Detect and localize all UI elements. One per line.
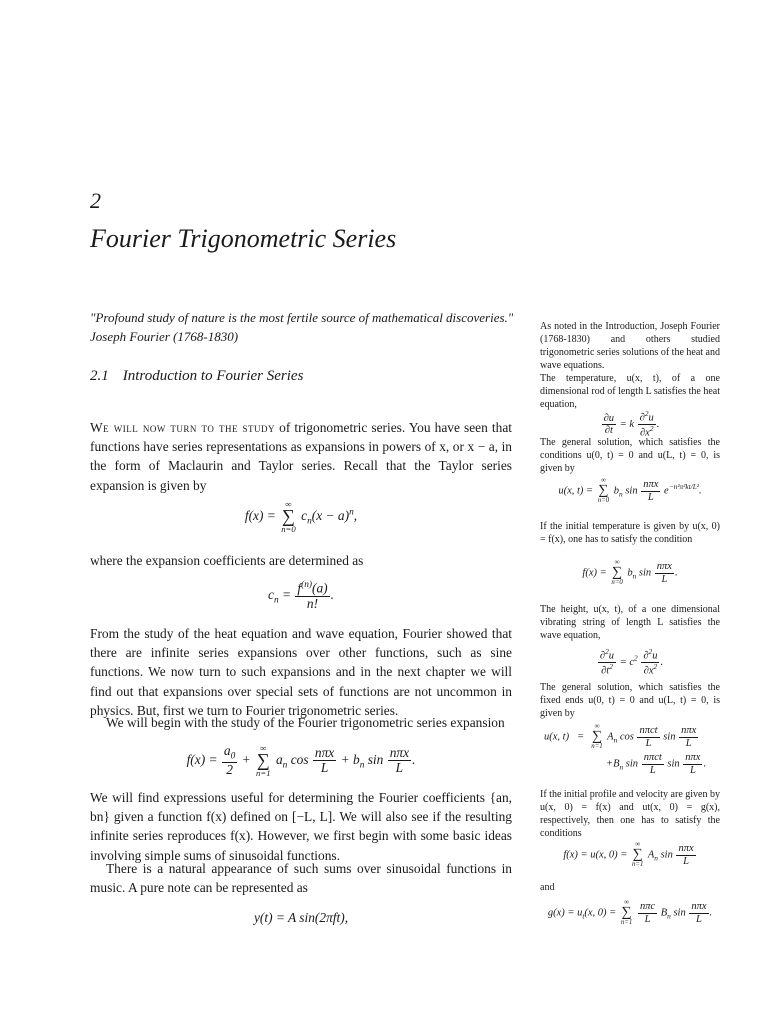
chapter-title: Fourier Trigonometric Series — [90, 224, 397, 253]
equation-wave-solution: u(x, t) = ∞ ∑ n=1 $A_n$ cos $\frac{\text{nπct}}{L}$ sin $\frac{\text{nπx}}{L}$ $+B_n$ sin $\frac{\text{nπct}}{L}$ sin $\frac{\text{nπx}}{L}$ . — [544, 723, 707, 776]
section-title: Introduction to Fourier Series — [122, 368, 304, 384]
sidenote-heat-solution — [540, 436, 720, 475]
sidenote-wave-text: The height, u(x, t), of a one dimensional vibrating string of length L satisfies the wave equation, — [540, 604, 720, 641]
equation-taylor-series: f(x) = ∞ ∑ n=0 $c_n(x - a)^n$, — [244, 499, 358, 535]
sidenote-wave-solution — [540, 681, 720, 720]
sidenote-initial-profile-text: If the initial profile and velocity are given by u(x, 0) = f(x) and ut(x, 0) = g(x), respectively, then one has to satisfy the conditions — [540, 789, 720, 839]
sidenote-intro — [540, 320, 720, 411]
equation-initial-velocity: $g(x) = u_t(x$, 0) = ∞ ∑ n=1 $\frac{\text{nπc}}{L}$ $B_n$ sin $\frac{\text{nπx}}{L}$ . — [547, 899, 713, 926]
sidenote-and-text: and — [540, 882, 555, 893]
equation-pure-note: y(t) = A sin(2πft), — [253, 910, 349, 925]
equation-heat: $\frac{\partial u}{\partial t}$ = k $\frac{\partial^2u}{\partial x^2}$ . — [603, 409, 660, 439]
paragraph-coefficients-text: where the expansion coefficients are determined as — [90, 553, 364, 568]
sidenote-and — [540, 881, 720, 894]
paragraph-intro-text: of trigonometric series. You have seen that functions have series representations as expansions in powers of x, or x − a, in the form of Maclaurin and Taylor series. Recall that the Taylor series expansion is given by — [90, 420, 512, 493]
paragraph-fourier-begin — [90, 713, 512, 732]
lead-in: We will now turn to the study — [90, 420, 276, 435]
equation-heat-solution: u(x, t) = ∞ ∑ n=0 $b_n$ sin $\frac{\text{nπx}}{L}$ $e^{-n^2\pi^2kt/L^2}$. — [558, 477, 702, 504]
sidenote-initial-temp-text: If the initial temperature is given by u(x, 0) = f(x), one has to satisfy the condition — [540, 521, 720, 545]
paragraph-coefficient-expressions — [90, 788, 512, 865]
equation-wave: $\frac{\partial^2u}{\partial t^2}$ = $c^2$ $\frac{\partial^2u}{\partial x^2}$ . — [599, 647, 664, 677]
paragraph-music — [90, 859, 512, 897]
sidenote-heat-text: The temperature, u(x, t), of a one dimensional rod of length L satisfies the heat equation, — [540, 373, 720, 410]
paragraph-coefficients — [90, 551, 512, 570]
chapter-number: 2 — [90, 188, 101, 213]
epigraph — [90, 308, 520, 346]
sidenote-initial-profile — [540, 788, 720, 840]
section-number: 2.1 — [90, 368, 109, 384]
paragraph-music-text: There is a natural appearance of such sums over sinusoidal functions in music. A pure note can be represented as — [90, 861, 512, 896]
sidenote-heat-solution-text: The general solution, which satisfies the conditions u(0, t) = 0 and u(L, t) = 0, is given by — [540, 437, 720, 474]
equation-initial-temp: f(x) = ∞ ∑ n=0 $b_n$ sin $\frac{\text{nπx}}{L}$ . — [582, 559, 678, 586]
equation-fourier-series: f(x) = $\frac{a_0}{2}$ + ∞ ∑ n=1 $a_n$ cos $\frac{\text{nπx}}{L}$ + $b_n$ sin $\frac{\text{nπx}}{L}$ . — [186, 743, 416, 779]
paragraph-fourier-history — [90, 624, 512, 720]
paragraph-fourier-history-text: From the study of the heat equation and wave equation, Fourier showed that there are infinite series expansions over other functions, such as sine functions. We now turn to such expansions and in the next chapter we will find out that expansions over special sets of functions are not uncommon in physics. But, first we turn to Fourier trigonometric series. — [90, 626, 512, 718]
epigraph-quote: "Profound study of nature is the most fertile source of mathematical discoveries." — [90, 310, 514, 325]
sidenote-wave — [540, 603, 720, 642]
paragraph-intro — [90, 418, 512, 495]
sidenote-intro-text: As noted in the Introduction, Joseph Fourier (1768-1830) and others studied trigonometric series solutions of the heat and wave equations. — [540, 321, 720, 371]
epigraph-author: Joseph Fourier (1768-1830) — [90, 329, 239, 344]
section-heading — [90, 368, 303, 385]
sidenote-wave-solution-text: The general solution, which satisfies the fixed ends u(0, t) = 0 and u(L, t) = 0, is given by — [540, 682, 720, 719]
paragraph-fourier-begin-text: We will begin with the study of the Fourier trigonometric series expansion — [106, 715, 505, 730]
equation-taylor-coefficients: $c_n$ = $\frac{f^{(n)}(a)}{n!}$ . — [267, 580, 335, 612]
paragraph-coefficient-expressions-text: We will find expressions useful for determining the Fourier coefficients {an, bn} given a function f(x) defined on [−L, L]. We will also see if the resulting infinite series reproduces f(x). However, we first begin with some basic ideas involving simple sums of sinusoidal functions. — [90, 790, 512, 863]
equation-initial-profile: f(x) = u(x, 0) = ∞ ∑ n=1 $A_n$ sin $\frac{\text{nπx}}{L}$ — [563, 841, 694, 868]
sidenote-initial-temp — [540, 520, 720, 546]
